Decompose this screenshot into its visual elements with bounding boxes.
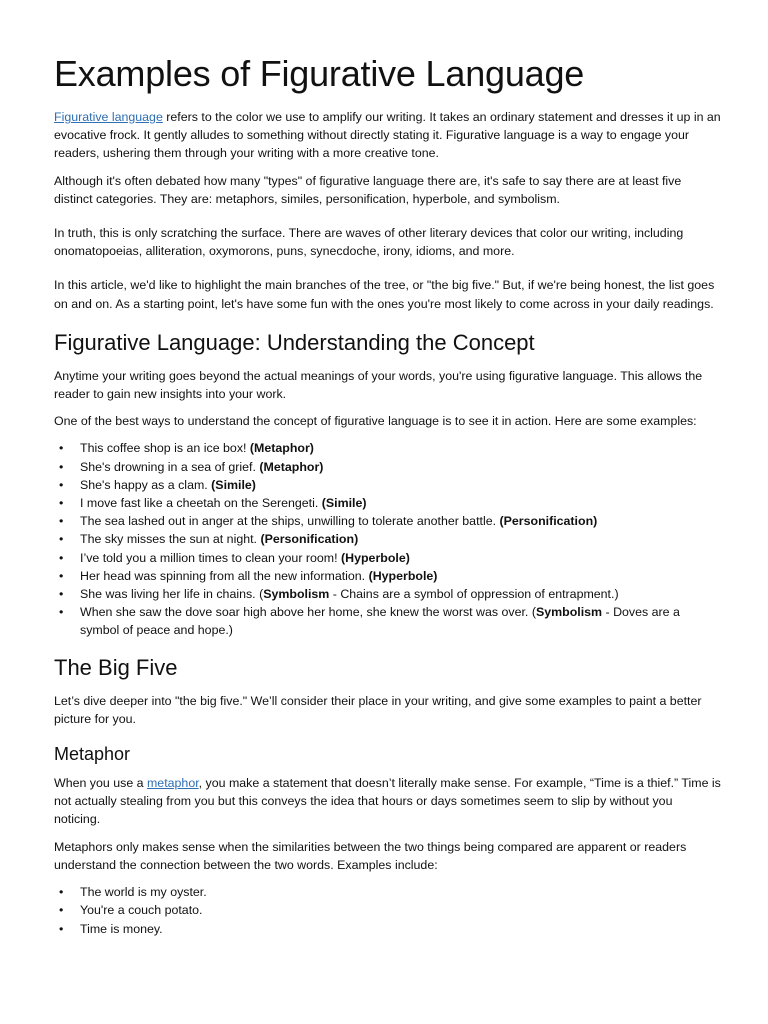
example-text: Her head was spinning from all the new information.	[80, 568, 369, 583]
list-item	[54, 549, 722, 567]
example-text: I’ve told you a million times to clean your room!	[80, 550, 342, 565]
metaphor-examples-list	[54, 883, 722, 938]
example-text: The sea lashed out in anger at the ships, unwilling to tolerate another battle.	[80, 514, 500, 529]
list-item	[54, 476, 722, 494]
example-type-label: (Metaphor)	[259, 459, 324, 474]
list-item	[54, 530, 722, 548]
example-note: - Doves are a symbol of peace and hope.)	[80, 605, 680, 638]
metaphor-link[interactable]: metaphor	[146, 776, 199, 791]
metaphor-paragraph-1	[54, 774, 722, 829]
list-item	[54, 458, 722, 476]
concept-paragraph-1: Anytime your writing goes beyond the actual meanings of your words, you're using figurative language. This allows the reader to gain new insights into your work.	[54, 368, 703, 402]
example-type-label: (Simile)	[211, 477, 256, 492]
big-five-paragraph: Let’s dive deeper into "the big five." We’ll consider their place in your writing, and give some examples to paint a better picture for you.	[54, 693, 702, 726]
big-five-heading: The Big Five	[54, 654, 178, 680]
example-text: The sky misses the sun at night.	[80, 532, 261, 547]
list-item	[54, 494, 722, 512]
example-text: She was living her life in chains. (	[80, 587, 264, 602]
metaphor-heading: Metaphor	[54, 744, 131, 765]
intro-paragraph-4: In this article, we'd like to highlight the main branches of the tree, or "the big five." But, if we're being honest, the list goes on and on. As a starting point, let's have some fun with the ones you're most likely to come across in your daily readings.	[54, 278, 715, 311]
metaphor-paragraph-1-lead: When you use a	[54, 776, 147, 791]
list-item	[54, 585, 722, 603]
example-type-label: (Simile)	[321, 496, 367, 511]
list-item: • The world is my oyster.	[54, 883, 722, 901]
list-item: • Time is money.	[54, 920, 722, 938]
list-item	[54, 567, 722, 585]
intro-paragraph-2: Although it's often debated how many "types" of figurative language there are, it's safe to say there are at least five distinct categories. They are: metaphors, similes, personification, hyperbole, and symbolism.	[54, 173, 682, 206]
concept-examples-list	[54, 439, 722, 639]
intro-paragraph-3: In truth, this is only scratching the surface. There are waves of other literary devices that color our writing, including onomatopoeias, alliteration, oxymorons, puns, synecdoche, irony, idioms, and more.	[54, 226, 684, 259]
example-type-label: (Personification)	[499, 514, 598, 529]
example-type-label: Symbolism	[263, 587, 330, 602]
concept-heading: Figurative Language: Understanding the Concept	[54, 329, 535, 355]
page-title: Examples of Figurative Language	[54, 53, 585, 94]
concept-paragraph-2: One of the best ways to understand the concept of figurative language is to see it in action. Here are some examples:	[54, 414, 697, 429]
example-text: She's happy as a clam.	[80, 477, 212, 492]
intro-paragraph-1	[54, 108, 722, 163]
example-text: I move fast like a cheetah on the Serengeti.	[80, 496, 322, 511]
example-type-label: (Personification)	[260, 532, 359, 547]
example-type-label: Symbolism	[535, 605, 603, 620]
list-item	[54, 439, 722, 457]
example-text: When she saw the dove soar high above her home, she knew the worst was over. (	[80, 605, 536, 620]
intro-paragraph-1-text: refers to the color we use to amplify our writing. It takes an ordinary statement and dresses it up in an evocative frock. It gently alludes to something without directly stating it. Figurative language is a way to engage your readers, ushering them through your writing with a more creative tone.	[54, 110, 721, 161]
figurative-language-link[interactable]: Figurative language	[54, 110, 163, 124]
list-item	[54, 603, 722, 639]
example-type-label: (Hyperbole)	[368, 568, 438, 583]
example-text: She's drowning in a sea of grief.	[80, 459, 260, 474]
example-text: This coffee shop is an ice box!	[80, 441, 250, 456]
example-note: - Chains are a symbol of oppression of entrapment.)	[329, 587, 619, 602]
example-type-label: (Hyperbole)	[341, 550, 410, 565]
list-item	[54, 512, 722, 530]
metaphor-paragraph-2: Metaphors only makes sense when the similarities between the two things being compared are apparent or readers understand the connection between the two words. Examples include:	[54, 839, 687, 872]
list-item: • You're a couch potato.	[54, 901, 722, 919]
example-type-label: (Metaphor)	[249, 441, 314, 456]
metaphor-paragraph-1-text: , you make a statement that doesn’t literally make sense. For example, “Time is a thief.” Time is not actually stealing from you but this conveys the idea that hours or days sometimes seem to slip by without you noticing.	[54, 776, 721, 827]
